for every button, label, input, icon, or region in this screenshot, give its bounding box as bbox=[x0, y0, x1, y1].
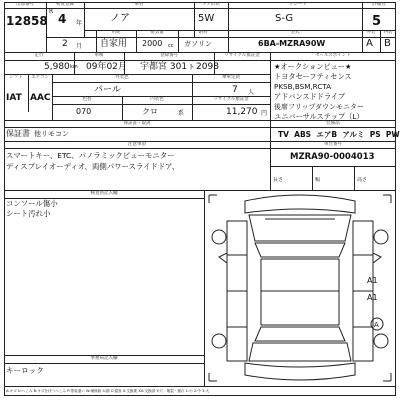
divider bbox=[362, 2, 363, 52]
divider bbox=[178, 30, 179, 52]
sales-point-line: アドバンスドドライブ bbox=[274, 92, 346, 101]
interior-grade: B bbox=[384, 38, 391, 49]
rear-hatch bbox=[249, 343, 351, 361]
width-label: 幅 bbox=[315, 177, 321, 183]
divider bbox=[312, 166, 313, 190]
seller-note-line: キーロック bbox=[6, 366, 44, 375]
bracket-corner bbox=[209, 195, 217, 203]
divider bbox=[84, 2, 85, 38]
damage-mark-a: A bbox=[374, 321, 379, 329]
equipment-item: エアB bbox=[316, 130, 338, 139]
divider bbox=[52, 82, 270, 83]
sales-point-line: PKSB,BSM,RCTA bbox=[274, 82, 332, 91]
warranty-value: 保証書 bbox=[6, 129, 30, 138]
length-label: 長さ bbox=[273, 177, 284, 183]
label-color: 外装色 bbox=[115, 75, 129, 80]
divider bbox=[270, 127, 396, 128]
inspector-notes-body bbox=[6, 199, 202, 219]
equipment-list bbox=[278, 129, 400, 140]
label-interior: 内装 bbox=[383, 30, 393, 35]
bracket-corner bbox=[209, 373, 217, 381]
equipment-item: アルミ bbox=[342, 130, 365, 139]
sales-point-line: ユニバーサルステップ（L） bbox=[274, 112, 364, 121]
height-label: 高さ bbox=[357, 177, 368, 183]
car-name: ノア bbox=[110, 13, 130, 24]
notes-body bbox=[6, 150, 268, 172]
divider bbox=[74, 52, 75, 74]
divider bbox=[136, 30, 137, 52]
equipment-header: 装備品 bbox=[326, 121, 340, 126]
label-inspection: 車検 bbox=[94, 53, 104, 58]
divider bbox=[192, 74, 193, 96]
mirror-left bbox=[219, 253, 227, 263]
left-side-doors bbox=[227, 255, 247, 327]
label-grade: グレード bbox=[289, 2, 307, 7]
windshield bbox=[255, 243, 345, 257]
divider bbox=[380, 30, 381, 52]
divider bbox=[4, 363, 204, 364]
rear-window bbox=[255, 327, 345, 341]
divider bbox=[192, 96, 193, 120]
wheel-front-right bbox=[374, 230, 388, 244]
chassis-number: MZRA90-0004013 bbox=[290, 152, 375, 162]
label-aircon: エアコン bbox=[31, 75, 49, 80]
use-value: 自家用 bbox=[100, 39, 128, 49]
wheel-rear-right bbox=[374, 334, 388, 348]
label-displacement: 排気量 bbox=[150, 30, 164, 35]
equipment-item: ABS bbox=[294, 130, 312, 139]
sales-point-line: 後席フリップダウンモニター bbox=[274, 103, 364, 111]
era-indicator: R bbox=[49, 8, 54, 15]
seller-notes-header: 事務局記入欄 bbox=[90, 356, 118, 361]
seller-notes-body bbox=[6, 366, 44, 376]
label-shift: シフト bbox=[9, 75, 23, 80]
label-recycle-fee: リサイクル預託金 bbox=[213, 97, 249, 102]
roof bbox=[261, 259, 339, 325]
mileage-value: 5,980 bbox=[44, 62, 70, 72]
color-code: 070 bbox=[76, 107, 92, 116]
label-color-no: 色替 bbox=[82, 97, 92, 102]
note-line: スマートキー、ETC、パノラミックビューモニター bbox=[6, 151, 175, 160]
sales-point-line: ★オークションビュー★ bbox=[274, 62, 352, 71]
year-label: 年 bbox=[76, 20, 83, 27]
divider bbox=[270, 148, 396, 149]
shift-value: IAT bbox=[6, 93, 22, 103]
divider bbox=[96, 30, 97, 52]
model-value: 6BA-MZRA90W bbox=[258, 39, 326, 48]
equipment-item: TV bbox=[278, 130, 289, 139]
divider bbox=[362, 30, 396, 31]
score-value: 5 bbox=[372, 14, 382, 29]
divider bbox=[228, 30, 229, 52]
inspection-value: 09年02月 bbox=[86, 62, 127, 72]
aircon-value: AAC bbox=[30, 93, 51, 103]
divider bbox=[52, 104, 270, 105]
right-side-doors bbox=[353, 255, 373, 327]
equipment-item: PS bbox=[369, 130, 381, 139]
label-recycle: リサイクル預託金 bbox=[224, 53, 260, 58]
displacement-unit: cc bbox=[168, 43, 174, 49]
mileage-unit: km bbox=[70, 64, 78, 70]
int-color-value: クロ bbox=[142, 107, 158, 116]
fuel-value: ガソリン bbox=[184, 40, 212, 48]
front-bumper bbox=[245, 195, 355, 213]
exterior-grade: A bbox=[366, 38, 373, 49]
remote-value: 他リモコン bbox=[34, 130, 69, 138]
label-score: 評価点 bbox=[372, 2, 386, 7]
label-int-color: 内装色 bbox=[150, 97, 164, 102]
color-value: パール bbox=[94, 85, 121, 95]
label-registration: 登録番号 bbox=[160, 53, 178, 58]
legend-footer: A:キズ U:へこみ B:キズを伴うへこみ P:塗装違い W:補修跡 S:錆 C:腐食 X:交換要 XX:交換済 Y:穴・亀裂・割れ 1:小 2:中 3:大 bbox=[6, 389, 210, 393]
label-car-name: 車名 bbox=[134, 2, 144, 7]
month-label: 月 bbox=[76, 43, 83, 50]
divider bbox=[28, 74, 29, 112]
label-doors: ドア形状 bbox=[202, 2, 220, 7]
year-value: 4 bbox=[58, 12, 67, 26]
door-shape: 5W bbox=[198, 13, 215, 24]
inspector-notes-header: 検査員記入欄 bbox=[90, 191, 118, 196]
capacity-unit: 人 bbox=[248, 89, 255, 96]
divider bbox=[122, 96, 123, 120]
displacement-value: 2000 bbox=[142, 39, 163, 48]
label-mileage: 走行 bbox=[34, 53, 44, 58]
label-capacity: 乗車定員 bbox=[222, 75, 240, 80]
int-color-suffix: 系 bbox=[178, 110, 185, 117]
note-line: ディスプレイオーディオ、両側パワースライドドア、 bbox=[6, 162, 180, 171]
label-use: 用途 bbox=[111, 30, 121, 35]
label-first-reg: 初度登録 bbox=[56, 2, 74, 7]
wheel-front-left bbox=[212, 230, 226, 244]
car-damage-diagram bbox=[205, 191, 395, 385]
label-warranty: 保証書・取説 bbox=[123, 121, 151, 126]
notes-header: 注意事項 bbox=[128, 142, 146, 147]
sales-points-list bbox=[274, 62, 396, 122]
grade-value: S-G bbox=[275, 13, 294, 24]
divider bbox=[4, 386, 396, 387]
divider bbox=[4, 148, 270, 149]
sales-point-line: トヨタセーフティセンス bbox=[274, 72, 352, 81]
divider bbox=[46, 37, 396, 38]
month-value: 2 bbox=[62, 39, 68, 49]
label-lot-no: 出品番号 bbox=[16, 2, 34, 7]
damage-mark-a1-upper: A1 bbox=[367, 276, 378, 285]
bracket-corner bbox=[383, 373, 391, 381]
registration-value: 宇都宮 301ㇳ2098 bbox=[140, 62, 219, 72]
recycle-fee-unit: 円 bbox=[261, 110, 268, 117]
recycle-fee-value: 11,270 bbox=[226, 107, 258, 117]
label-exterior: 外装 bbox=[366, 30, 376, 35]
divider bbox=[354, 166, 355, 190]
divider bbox=[270, 60, 396, 61]
damage-mark-a1-lower: A1 bbox=[367, 293, 378, 302]
label-fuel: 燃料 bbox=[198, 30, 208, 35]
chassis-header: 車台番号 bbox=[324, 142, 342, 147]
equipment-item: PW bbox=[385, 130, 400, 139]
lot-number: 12858 bbox=[6, 14, 48, 28]
inspector-note-line: シート汚れ小 bbox=[6, 209, 51, 218]
divider bbox=[270, 166, 396, 167]
inspector-note-line: コンソール傷小 bbox=[6, 199, 58, 208]
wheel-rear-left bbox=[212, 334, 226, 348]
bracket-corner bbox=[383, 195, 391, 203]
sales-points-header: セールスポイント bbox=[315, 53, 351, 58]
capacity-value: 7 bbox=[232, 85, 238, 95]
label-model: 型式 bbox=[290, 30, 300, 35]
rear-bumper bbox=[245, 363, 355, 380]
mirror-right bbox=[373, 253, 381, 263]
